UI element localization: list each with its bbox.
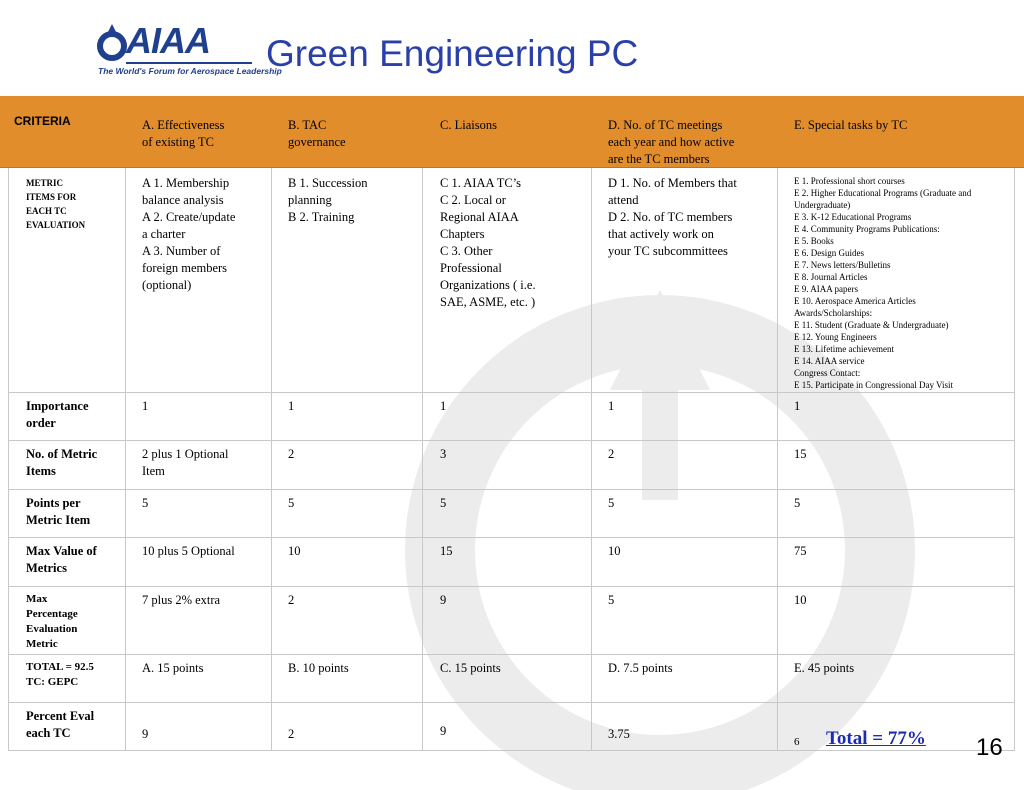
row-importance-a: 1 bbox=[142, 399, 149, 413]
row-max-percentage-label bbox=[26, 592, 122, 652]
metric-e-line: E 11. Student (Graduate & Undergraduate) bbox=[794, 320, 949, 330]
header-col-c-line1: C. Liaisons bbox=[440, 118, 497, 132]
metric-c bbox=[440, 175, 590, 311]
total-percentage: Total = 77% bbox=[826, 728, 926, 749]
metric-b-line: B 1. Succession bbox=[288, 176, 368, 190]
row-metric-items-e: 15 bbox=[794, 447, 807, 461]
header-col-b-line1: B. TAC bbox=[288, 118, 327, 132]
metric-e-line: E 5. Books bbox=[794, 236, 834, 246]
row-label-line: TOTAL = 92.5 bbox=[26, 661, 94, 673]
row-importance-label bbox=[26, 398, 122, 432]
metric-e-line: E 12. Young Engineers bbox=[794, 332, 877, 342]
metric-e-line: E 14. AIAA service bbox=[794, 356, 865, 366]
metric-e-line: Congress Contact: bbox=[794, 368, 861, 378]
metric-e-line: E 2. Higher Educational Programs (Graduate and bbox=[794, 188, 972, 198]
row-percent-eval-b: 2 bbox=[288, 727, 295, 741]
metric-c-line: Chapters bbox=[440, 227, 485, 241]
metric-d bbox=[608, 175, 776, 260]
row-max-value-a: 10 plus 5 Optional bbox=[142, 544, 235, 558]
metric-c-line: C 1. AIAA TC’s bbox=[440, 176, 522, 190]
metric-e bbox=[794, 175, 1012, 391]
row-importance-c: 1 bbox=[440, 399, 447, 413]
row-points-d: 5 bbox=[608, 496, 615, 510]
row-label-line: each TC bbox=[26, 726, 71, 740]
metric-b-line: B 2. Training bbox=[288, 210, 355, 224]
metric-d-line: D 2. No. of TC members bbox=[608, 210, 733, 224]
row-label-line: TC: GEPC bbox=[26, 676, 79, 688]
metric-d-line: D 1. No. of Members that bbox=[608, 176, 737, 190]
row-label-line: Items bbox=[26, 464, 56, 478]
header-col-b-line2: governance bbox=[288, 135, 346, 149]
logo-underline bbox=[126, 62, 252, 64]
row-max-value-c: 15 bbox=[440, 544, 453, 558]
metric-c-line: Organizations ( i.e. bbox=[440, 278, 536, 292]
metric-a-line: balance analysis bbox=[142, 193, 224, 207]
row-metric-items-b: 2 bbox=[288, 447, 295, 461]
metric-a-line: A 2. Create/update bbox=[142, 210, 236, 224]
row-value-line: 2 plus 1 Optional bbox=[142, 447, 229, 461]
row-percent-eval-c: 9 bbox=[440, 724, 447, 738]
row-percent-eval-e: 6 bbox=[794, 736, 800, 748]
grid-line bbox=[8, 702, 1015, 703]
row-total-b: B. 10 points bbox=[288, 661, 349, 675]
row-label-line: Max bbox=[26, 593, 48, 605]
row-points-a: 5 bbox=[142, 496, 149, 510]
header-band-border bbox=[0, 167, 1024, 168]
metric-e-line: E 13. Lifetime achievement bbox=[794, 344, 894, 354]
grid-line bbox=[8, 654, 1015, 655]
grid-line bbox=[591, 168, 592, 750]
row-importance-e: 1 bbox=[794, 399, 801, 413]
grid-line bbox=[8, 586, 1015, 587]
grid-line bbox=[1014, 168, 1015, 750]
aiaa-logo[interactable] bbox=[96, 20, 282, 82]
header-col-d-line3: are the TC members bbox=[608, 152, 710, 166]
header-col-a-line1: A. Effectiveness bbox=[142, 118, 225, 132]
row-metric-items-label bbox=[26, 446, 122, 480]
row-total-a: A. 15 points bbox=[142, 661, 204, 675]
row-label-line: Evaluation bbox=[26, 623, 78, 635]
row-max-percentage-b: 2 bbox=[288, 593, 295, 607]
metric-c-line: Regional AIAA bbox=[440, 210, 519, 224]
row-max-percentage-e: 10 bbox=[794, 593, 807, 607]
header-col-e-line1: E. Special tasks by TC bbox=[794, 118, 908, 132]
row-label-line: Percentage bbox=[26, 608, 78, 620]
grid-line bbox=[271, 168, 272, 750]
row-points-b: 5 bbox=[288, 496, 295, 510]
metric-c-line: C 3. Other bbox=[440, 244, 493, 258]
row-points-e: 5 bbox=[794, 496, 801, 510]
row-importance-b: 1 bbox=[288, 399, 295, 413]
metric-e-line: E 9. AIAA papers bbox=[794, 284, 858, 294]
row-max-percentage-d: 5 bbox=[608, 593, 615, 607]
row-metric-items-a bbox=[142, 446, 270, 480]
metric-label bbox=[26, 176, 122, 232]
row-label-line: Metrics bbox=[26, 561, 67, 575]
metric-e-line: E 7. News letters/Bulletins bbox=[794, 260, 891, 270]
grid-line bbox=[8, 440, 1015, 441]
metric-c-line: SAE, ASME, etc. ) bbox=[440, 295, 536, 309]
row-max-value-label bbox=[26, 543, 122, 577]
header-col-b bbox=[288, 117, 418, 151]
metric-e-line: E 15. Participate in Congressional Day Visit bbox=[794, 380, 954, 390]
row-max-value-d: 10 bbox=[608, 544, 621, 558]
row-percent-eval-a: 9 bbox=[142, 727, 149, 741]
row-total-label bbox=[26, 660, 122, 690]
metric-e-line: E 6. Design Guides bbox=[794, 248, 864, 258]
page-number: 16 bbox=[976, 734, 1003, 761]
row-max-percentage-a: 7 plus 2% extra bbox=[142, 593, 221, 607]
grid-line bbox=[8, 750, 1015, 751]
row-value-line: Item bbox=[142, 464, 165, 478]
header-col-e bbox=[794, 117, 1014, 134]
metric-e-line: E 4. Community Programs Publications: bbox=[794, 224, 940, 234]
metric-label-line: EACH TC bbox=[26, 206, 67, 216]
row-percent-eval-d: 3.75 bbox=[608, 727, 630, 741]
grid-line bbox=[777, 168, 778, 750]
row-metric-items-d: 2 bbox=[608, 447, 615, 461]
metric-c-line: Professional bbox=[440, 261, 502, 275]
header-col-c bbox=[440, 117, 590, 134]
metric-label-line: METRIC bbox=[26, 178, 64, 188]
logo-tagline: The World's Forum for Aerospace Leadership bbox=[98, 66, 282, 76]
header-col-d bbox=[608, 117, 778, 168]
metric-d-line: your TC subcommittees bbox=[608, 244, 728, 258]
metric-d-line: attend bbox=[608, 193, 639, 207]
row-importance-d: 1 bbox=[608, 399, 615, 413]
row-label-line: Percent Eval bbox=[26, 709, 95, 723]
grid-line bbox=[8, 392, 1015, 393]
logo-emblem-icon bbox=[96, 22, 130, 62]
row-max-percentage-c: 9 bbox=[440, 593, 447, 607]
grid-line bbox=[8, 489, 1015, 490]
logo-wordmark: AIAA bbox=[126, 20, 210, 61]
metric-c-line: C 2. Local or bbox=[440, 193, 506, 207]
row-label-line: Max Value of bbox=[26, 544, 97, 558]
header-col-d-line2: each year and how active bbox=[608, 135, 735, 149]
row-label-line: Points per bbox=[26, 496, 81, 510]
row-points-c: 5 bbox=[440, 496, 447, 510]
header-col-a bbox=[142, 117, 270, 151]
grid-line bbox=[125, 168, 126, 750]
metric-e-line: E 10. Aerospace America Articles bbox=[794, 296, 916, 306]
metric-label-line: EVALUATION bbox=[26, 220, 86, 230]
metric-label-line: ITEMS FOR bbox=[26, 192, 77, 202]
header-col-a-line2: of existing TC bbox=[142, 135, 214, 149]
row-percent-eval-label bbox=[26, 708, 122, 742]
row-label-line: order bbox=[26, 416, 56, 430]
metric-a-line: (optional) bbox=[142, 278, 192, 292]
criteria-label: CRITERIA bbox=[14, 114, 71, 128]
row-total-c: C. 15 points bbox=[440, 661, 501, 675]
row-total-e: E. 45 points bbox=[794, 661, 855, 675]
metric-b-line: planning bbox=[288, 193, 332, 207]
row-total-d: D. 7.5 points bbox=[608, 661, 673, 675]
metric-e-line: E 1. Professional short courses bbox=[794, 176, 905, 186]
grid-line bbox=[422, 168, 423, 750]
metric-e-line: Awards/Scholarships: bbox=[794, 308, 873, 318]
page-title: Green Engineering PC bbox=[266, 33, 639, 74]
row-max-value-b: 10 bbox=[288, 544, 301, 558]
metric-a-line: A 1. Membership bbox=[142, 176, 230, 190]
metric-d-line: that actively work on bbox=[608, 227, 714, 241]
row-metric-items-c: 3 bbox=[440, 447, 447, 461]
grid-line bbox=[8, 537, 1015, 538]
metric-e-line: Undergraduate) bbox=[794, 200, 851, 210]
metric-a bbox=[142, 175, 270, 294]
metric-e-line: E 8. Journal Articles bbox=[794, 272, 868, 282]
row-label-line: Metric Item bbox=[26, 513, 91, 527]
row-points-label bbox=[26, 495, 122, 529]
header-col-d-line1: D. No. of TC meetings bbox=[608, 118, 723, 132]
metric-a-line: A 3. Number of bbox=[142, 244, 221, 258]
row-label-line: Metric bbox=[26, 638, 58, 650]
row-max-value-e: 75 bbox=[794, 544, 807, 558]
row-label-line: No. of Metric bbox=[26, 447, 98, 461]
grid-line bbox=[8, 168, 9, 750]
metric-a-line: foreign members bbox=[142, 261, 228, 275]
metric-e-line: E 3. K-12 Educational Programs bbox=[794, 212, 912, 222]
metric-a-line: a charter bbox=[142, 227, 186, 241]
metric-b bbox=[288, 175, 418, 226]
row-label-line: Importance bbox=[26, 399, 89, 413]
